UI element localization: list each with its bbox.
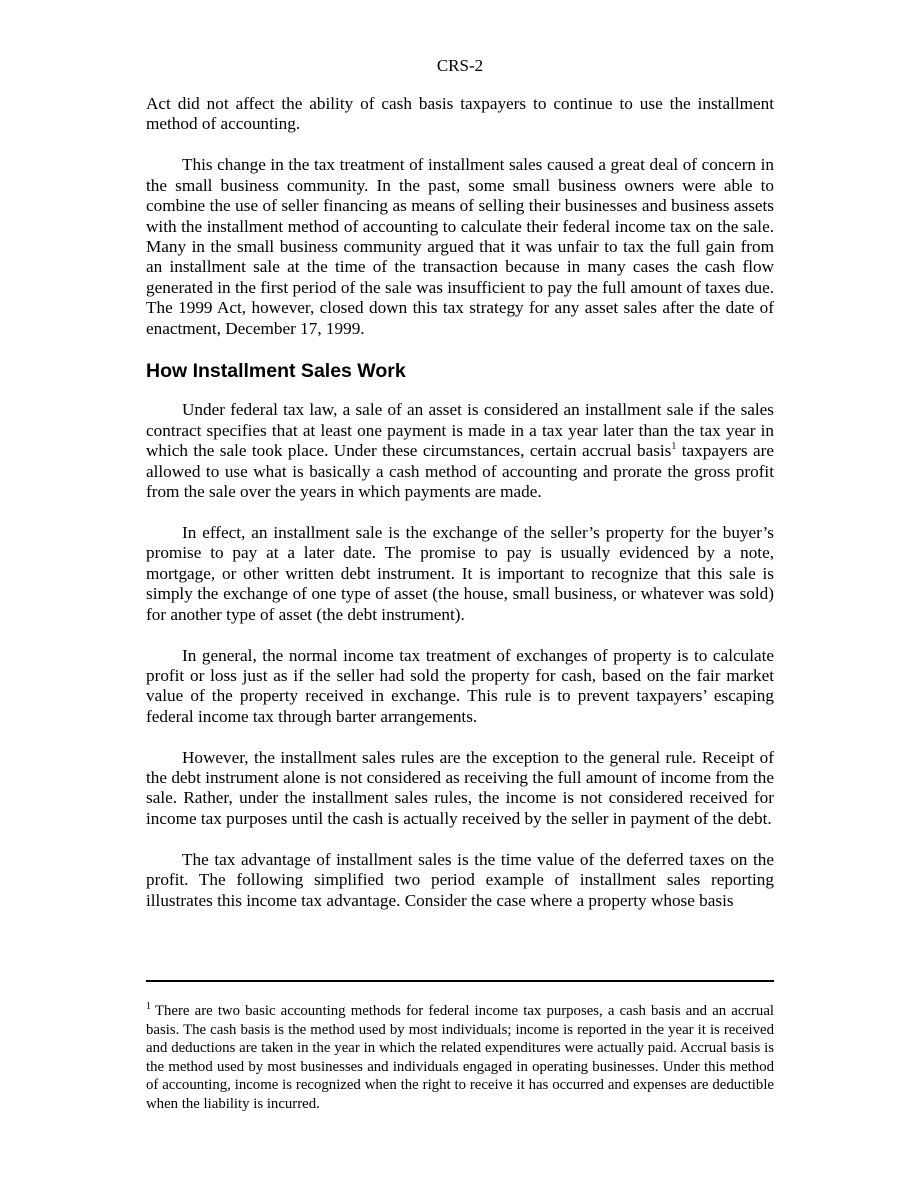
footnote-text: There are two basic accounting methods for federal income tax purposes, a cash basis and an accrual basis. The cash basis is the method used by most individuals; income is reported in the year it is received and deductions are taken in the year in which the related expenditures were actually paid. Accrual basis is the method used by most businesses and individuals engaged in operating businesses. Under this method of accounting, income is recognized when the right to receive it has occurred and expenses are deductible when the liability is incurred. — [146, 1003, 774, 1112]
paragraph-installment-exception: However, the installment sales rules are the exception to the general rule. Receipt of the debt instrument alone is not considered as receiving the full amount of income from the sale. Rather, under the installment sales rules, the income is not considered received for income tax purposes until the cash is actually received by the seller in payment of the debt. — [146, 747, 774, 828]
footnote-marker: 1 — [146, 1001, 151, 1012]
section-heading: How Installment Sales Work — [146, 360, 406, 383]
footnote-divider — [146, 980, 774, 982]
paragraph-text-after-footnote: taxpayers are allowed to use what is basically a cash method of accounting and prorate the gross profit from the sale over the years in which payments are made. — [146, 441, 774, 502]
paragraph-small-business-concern: This change in the tax treatment of installment sales caused a great deal of concern in the small business community. In the past, some small business owners were able to combine the use of seller financing as means of selling their businesses and business assets with the installment method of accounting to calculate their federal income tax on the sale. Many in the small business community argued that it was unfair to tax the full gain from an installment sale at the time of the transaction because in many cases the cash flow generated in the first period of the sale was insufficient to pay the full amount of taxes due. The 1999 Act, however, closed down this tax strategy for any asset sales after the date of enactment, December 17, 1999. — [146, 155, 774, 338]
footnote-reference[interactable]: 1 — [671, 441, 677, 453]
paragraph-text-before-footnote: Under federal tax law, a sale of an asset is considered an installment sale if the sales contract specifies that at least one payment is made in a tax year later than the tax year in which the sale took place. Under these circumstances, certain accrual basis — [146, 400, 774, 461]
footnote — [146, 1002, 774, 1114]
paragraph-continuation: Act did not affect the ability of cash basis taxpayers to continue to use the installment method of accounting. — [146, 94, 774, 134]
paragraph-tax-advantage: The tax advantage of installment sales is the time value of the deferred taxes on the profit. The following simplified two period example of installment sales reporting illustrates this income tax advantage. Consider the case where a property whose basis — [146, 849, 774, 910]
page-number: CRS-2 — [436, 56, 484, 75]
paragraph-normal-tax-treatment: In general, the normal income tax treatment of exchanges of property is to calculate profit or loss just as if the seller had sold the property for cash, based on the fair market value of the property received in exchange. This rule is to prevent taxpayers’ escaping federal income tax through barter arrangements. — [146, 645, 774, 726]
paragraph-installment-sale-definition — [146, 400, 774, 502]
body-text — [146, 94, 774, 932]
paragraph-exchange-of-property: In effect, an installment sale is the exchange of the seller’s property for the buyer’s promise to pay at a later date. The promise to pay is usually evidenced by a note, mortgage, or other written debt instrument. It is important to recognize that this sale is simply the exchange of one type of asset (the house, small business, or whatever was sold) for another type of asset (the debt instrument). — [146, 523, 774, 624]
